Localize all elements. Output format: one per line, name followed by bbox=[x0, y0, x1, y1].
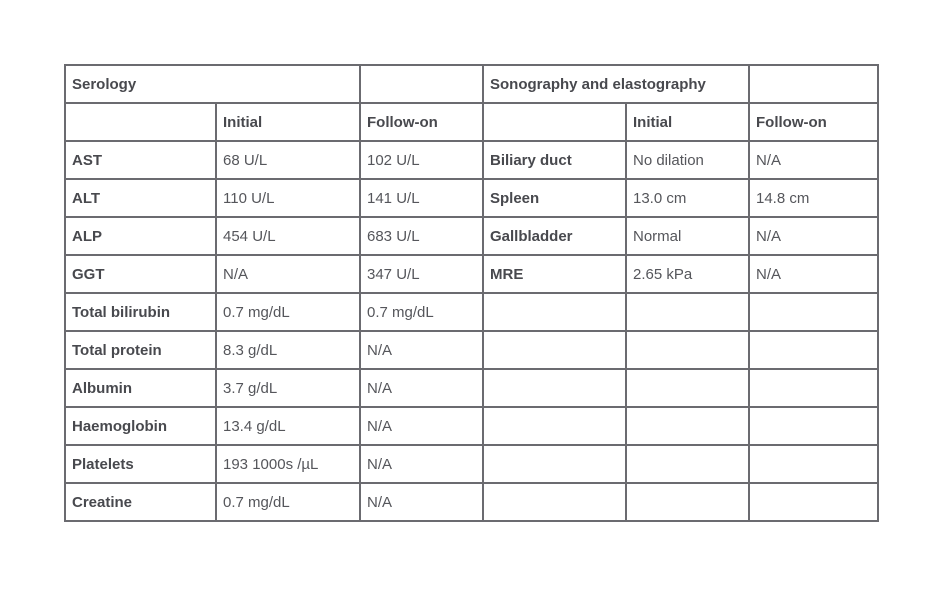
empty-cell bbox=[749, 407, 878, 445]
serology-initial-value: 68 U/L bbox=[216, 141, 360, 179]
empty-cell bbox=[626, 483, 749, 521]
empty-cell bbox=[483, 445, 626, 483]
table-row bbox=[65, 141, 878, 179]
serology-label: ALP bbox=[65, 217, 216, 255]
sonography-label: MRE bbox=[483, 255, 626, 293]
table-row bbox=[65, 293, 878, 331]
serology-label: GGT bbox=[65, 255, 216, 293]
column-header-row bbox=[65, 103, 878, 141]
empty-cell bbox=[483, 331, 626, 369]
serology-followon-value: 102 U/L bbox=[360, 141, 483, 179]
serology-initial-value: 8.3 g/dL bbox=[216, 331, 360, 369]
serology-initial-value: 13.4 g/dL bbox=[216, 407, 360, 445]
serology-followon-value: 347 U/L bbox=[360, 255, 483, 293]
serology-followon-value: 0.7 mg/dL bbox=[360, 293, 483, 331]
serology-label: Total protein bbox=[65, 331, 216, 369]
serology-initial-header: Initial bbox=[216, 103, 360, 141]
sonography-initial-value: No dilation bbox=[626, 141, 749, 179]
table-row bbox=[65, 483, 878, 521]
serology-followon-header: Follow-on bbox=[360, 103, 483, 141]
serology-initial-value: N/A bbox=[216, 255, 360, 293]
serology-label: Creatine bbox=[65, 483, 216, 521]
empty-cell bbox=[65, 103, 216, 141]
table-row bbox=[65, 255, 878, 293]
empty-cell bbox=[626, 369, 749, 407]
empty-cell bbox=[749, 445, 878, 483]
empty-cell bbox=[360, 65, 483, 103]
sonography-initial-value: 13.0 cm bbox=[626, 179, 749, 217]
serology-followon-value: N/A bbox=[360, 407, 483, 445]
sonography-followon-header: Follow-on bbox=[749, 103, 878, 141]
serology-label: Haemoglobin bbox=[65, 407, 216, 445]
empty-cell bbox=[483, 293, 626, 331]
empty-cell bbox=[483, 407, 626, 445]
empty-cell bbox=[749, 293, 878, 331]
serology-title: Serology bbox=[65, 65, 360, 103]
empty-cell bbox=[483, 369, 626, 407]
serology-followon-value: 141 U/L bbox=[360, 179, 483, 217]
serology-label: Albumin bbox=[65, 369, 216, 407]
table-row bbox=[65, 407, 878, 445]
serology-label: Total bilirubin bbox=[65, 293, 216, 331]
table-row bbox=[65, 179, 878, 217]
sonography-label: Spleen bbox=[483, 179, 626, 217]
table-row bbox=[65, 445, 878, 483]
serology-followon-value: 683 U/L bbox=[360, 217, 483, 255]
sonography-initial-value: Normal bbox=[626, 217, 749, 255]
empty-cell bbox=[749, 369, 878, 407]
sonography-followon-value: N/A bbox=[749, 255, 878, 293]
serology-initial-value: 0.7 mg/dL bbox=[216, 293, 360, 331]
serology-initial-value: 454 U/L bbox=[216, 217, 360, 255]
sonography-followon-value: N/A bbox=[749, 217, 878, 255]
sonography-followon-value: N/A bbox=[749, 141, 878, 179]
sonography-initial-header: Initial bbox=[626, 103, 749, 141]
section-header-row bbox=[65, 65, 878, 103]
empty-cell bbox=[483, 483, 626, 521]
empty-cell bbox=[749, 331, 878, 369]
lab-results-table bbox=[64, 64, 879, 522]
serology-followon-value: N/A bbox=[360, 331, 483, 369]
serology-label: Platelets bbox=[65, 445, 216, 483]
table-row bbox=[65, 369, 878, 407]
sonography-title: Sonography and elastography bbox=[483, 65, 749, 103]
empty-cell bbox=[626, 293, 749, 331]
sonography-label: Gallbladder bbox=[483, 217, 626, 255]
serology-label: AST bbox=[65, 141, 216, 179]
empty-cell bbox=[749, 483, 878, 521]
table-row bbox=[65, 331, 878, 369]
empty-cell bbox=[626, 407, 749, 445]
serology-initial-value: 0.7 mg/dL bbox=[216, 483, 360, 521]
serology-followon-value: N/A bbox=[360, 445, 483, 483]
serology-initial-value: 193 1000s /µL bbox=[216, 445, 360, 483]
sonography-label: Biliary duct bbox=[483, 141, 626, 179]
serology-label: ALT bbox=[65, 179, 216, 217]
serology-initial-value: 3.7 g/dL bbox=[216, 369, 360, 407]
table-row bbox=[65, 217, 878, 255]
empty-cell bbox=[626, 331, 749, 369]
table-body bbox=[65, 65, 878, 521]
empty-cell bbox=[749, 65, 878, 103]
empty-cell bbox=[483, 103, 626, 141]
serology-followon-value: N/A bbox=[360, 483, 483, 521]
empty-cell bbox=[626, 445, 749, 483]
serology-initial-value: 110 U/L bbox=[216, 179, 360, 217]
serology-followon-value: N/A bbox=[360, 369, 483, 407]
sonography-followon-value: 14.8 cm bbox=[749, 179, 878, 217]
sonography-initial-value: 2.65 kPa bbox=[626, 255, 749, 293]
